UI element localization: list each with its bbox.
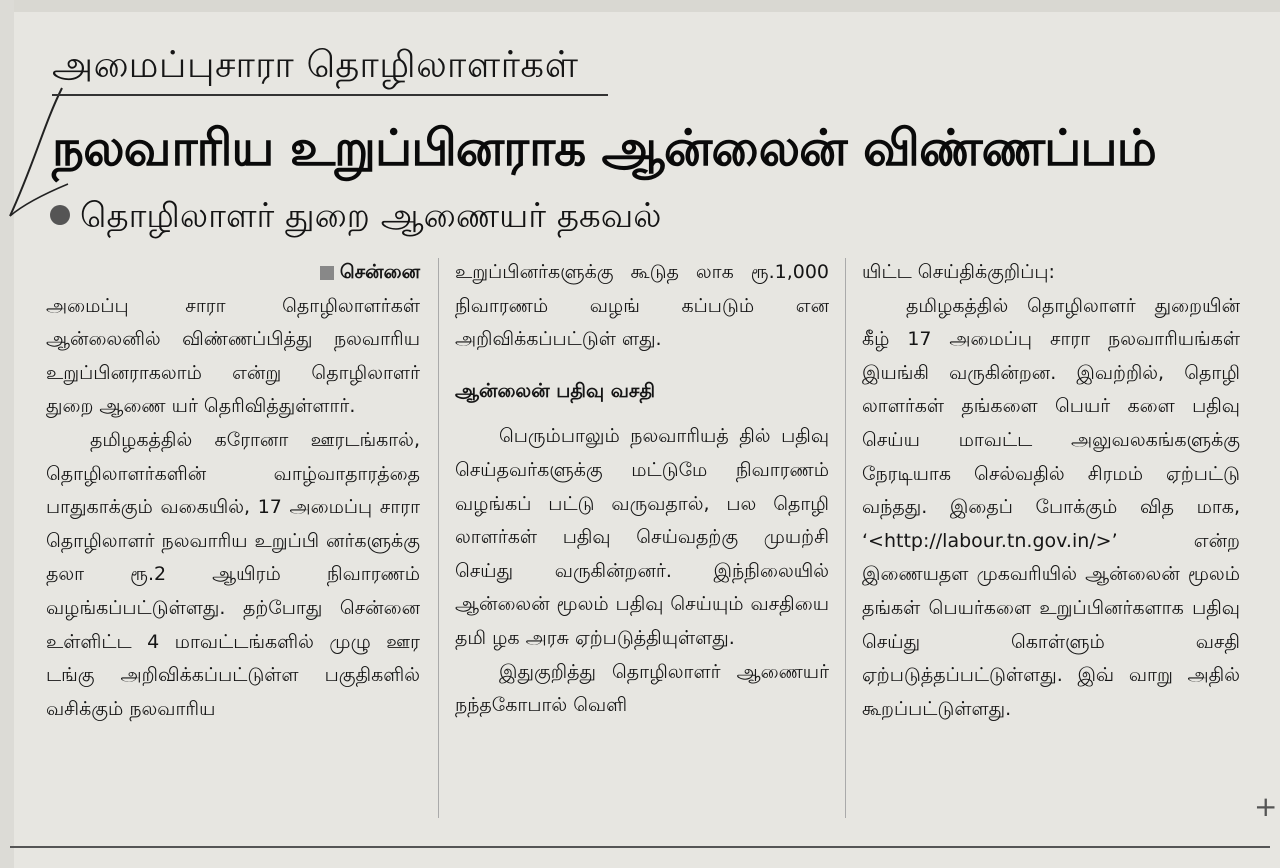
article-headline: நலவாரிய உறுப்பினராக ஆன்லைன் விண்ணப்பம் (52, 119, 1156, 177)
article-column-1 (46, 256, 420, 836)
column-divider (438, 258, 439, 818)
paragraph: தமிழகத்தில் தொழிலாளர் துறையின் கீழ் 17 அமைப்பு சாரா நலவாரியங்கள் இயங்கி வருகின்றன. இவற்றில், தொழி லாளர்கள் தங்களை பெயர் களை பதிவு செய்ய மாவட்ட அலுவலகங்களுக்கு நேரடியாக செல்வதில் சிரமம் ஏற்பட்டு வந்தது. இதைப் போக்கும் வித மாக, ‘<http://labour.tn.gov.in/>’ என்ற இணையதள முகவரியில் ஆன்லைன் மூலம் தங்கள் பெயர்களை உறுப்பினர்களாக பதிவு செய்து கொள்ளும் வசதி ஏற்படுத்தப்பட்டுள்ளது. இவ் வாறு அதில் கூறப்பட்டுள்ளது. (862, 294, 1240, 720)
paragraph: இதுகுறித்து தொழிலாளர் ஆணையர் நந்தகோபால் வெளி (455, 660, 829, 717)
paragraph: அமைப்பு சாரா தொழிலாளர்கள் ஆன்லைனில் விண்ணப்பித்து நலவாரிய உறுப்பினராகலாம் என்று தொழிலாளர் துறை ஆணை யர் தெரிவித்துள்ளார். (46, 294, 420, 418)
article-column-3 (862, 256, 1240, 836)
bullet-icon (50, 205, 70, 225)
article-kicker: அமைப்புசாரா தொழிலாளர்கள் (52, 36, 608, 96)
column-divider (845, 258, 846, 818)
crop-mark-icon: + (1254, 790, 1278, 823)
article-subhead (50, 192, 810, 240)
paragraph: யிட்ட செய்திக்குறிப்பு: (862, 261, 1055, 283)
paragraph: உறுப்பினர்களுக்கு கூடுத லாக ரூ.1,000 நிவாரணம் வழங் கப்படும் என அறிவிக்கப்பட்டுள் ளது. (455, 261, 829, 351)
square-icon (320, 266, 334, 280)
subhead-text: தொழிலாளர் துறை ஆணையர் தகவல் (80, 196, 662, 236)
article-column-2 (455, 256, 829, 836)
paragraph: தமிழகத்தில் கரோனா ஊரடங்கால், தொழிலாளர்களின் வாழ்வாதாரத்தை பாதுகாக்கும் வகையில், 17 அமைப்பு சாரா தொழிலாளர் நலவாரிய உறுப்பி னர்களுக்கு தலா ரூ.2 ஆயிரம் நிவாரணம் வழங்கப்பட்டுள்ளது. தற்போது சென்னை உள்ளிட்ட 4 மாவட்டங்களில் முழு ஊர டங்கு அறிவிக்கப்பட்டுள்ள பகுதிகளில் வசிக்கும் நலவாரிய (46, 428, 420, 720)
dateline-text: சென்னை (339, 261, 420, 283)
section-subheading: ஆன்லைன் பதிவு வசதி (455, 379, 656, 402)
bottom-rule (10, 846, 1270, 848)
paragraph: பெரும்பாலும் நலவாரியத் தில் பதிவு செய்தவர்களுக்கு மட்டுமே நிவாரணம் வழங்கப் பட்டு வருவதால், பல தொழி லாளர்கள் பதிவு செய்வதற்கு முயற்சி செய்து வருகின்றனர். இந்நிலையில் ஆன்லைன் மூலம் பதிவு செய்யும் வசதியை தமி ழக அரசு ஏற்படுத்தியுள்ளது. (455, 425, 829, 649)
page-edge-top (0, 0, 1280, 12)
dateline (46, 256, 420, 290)
